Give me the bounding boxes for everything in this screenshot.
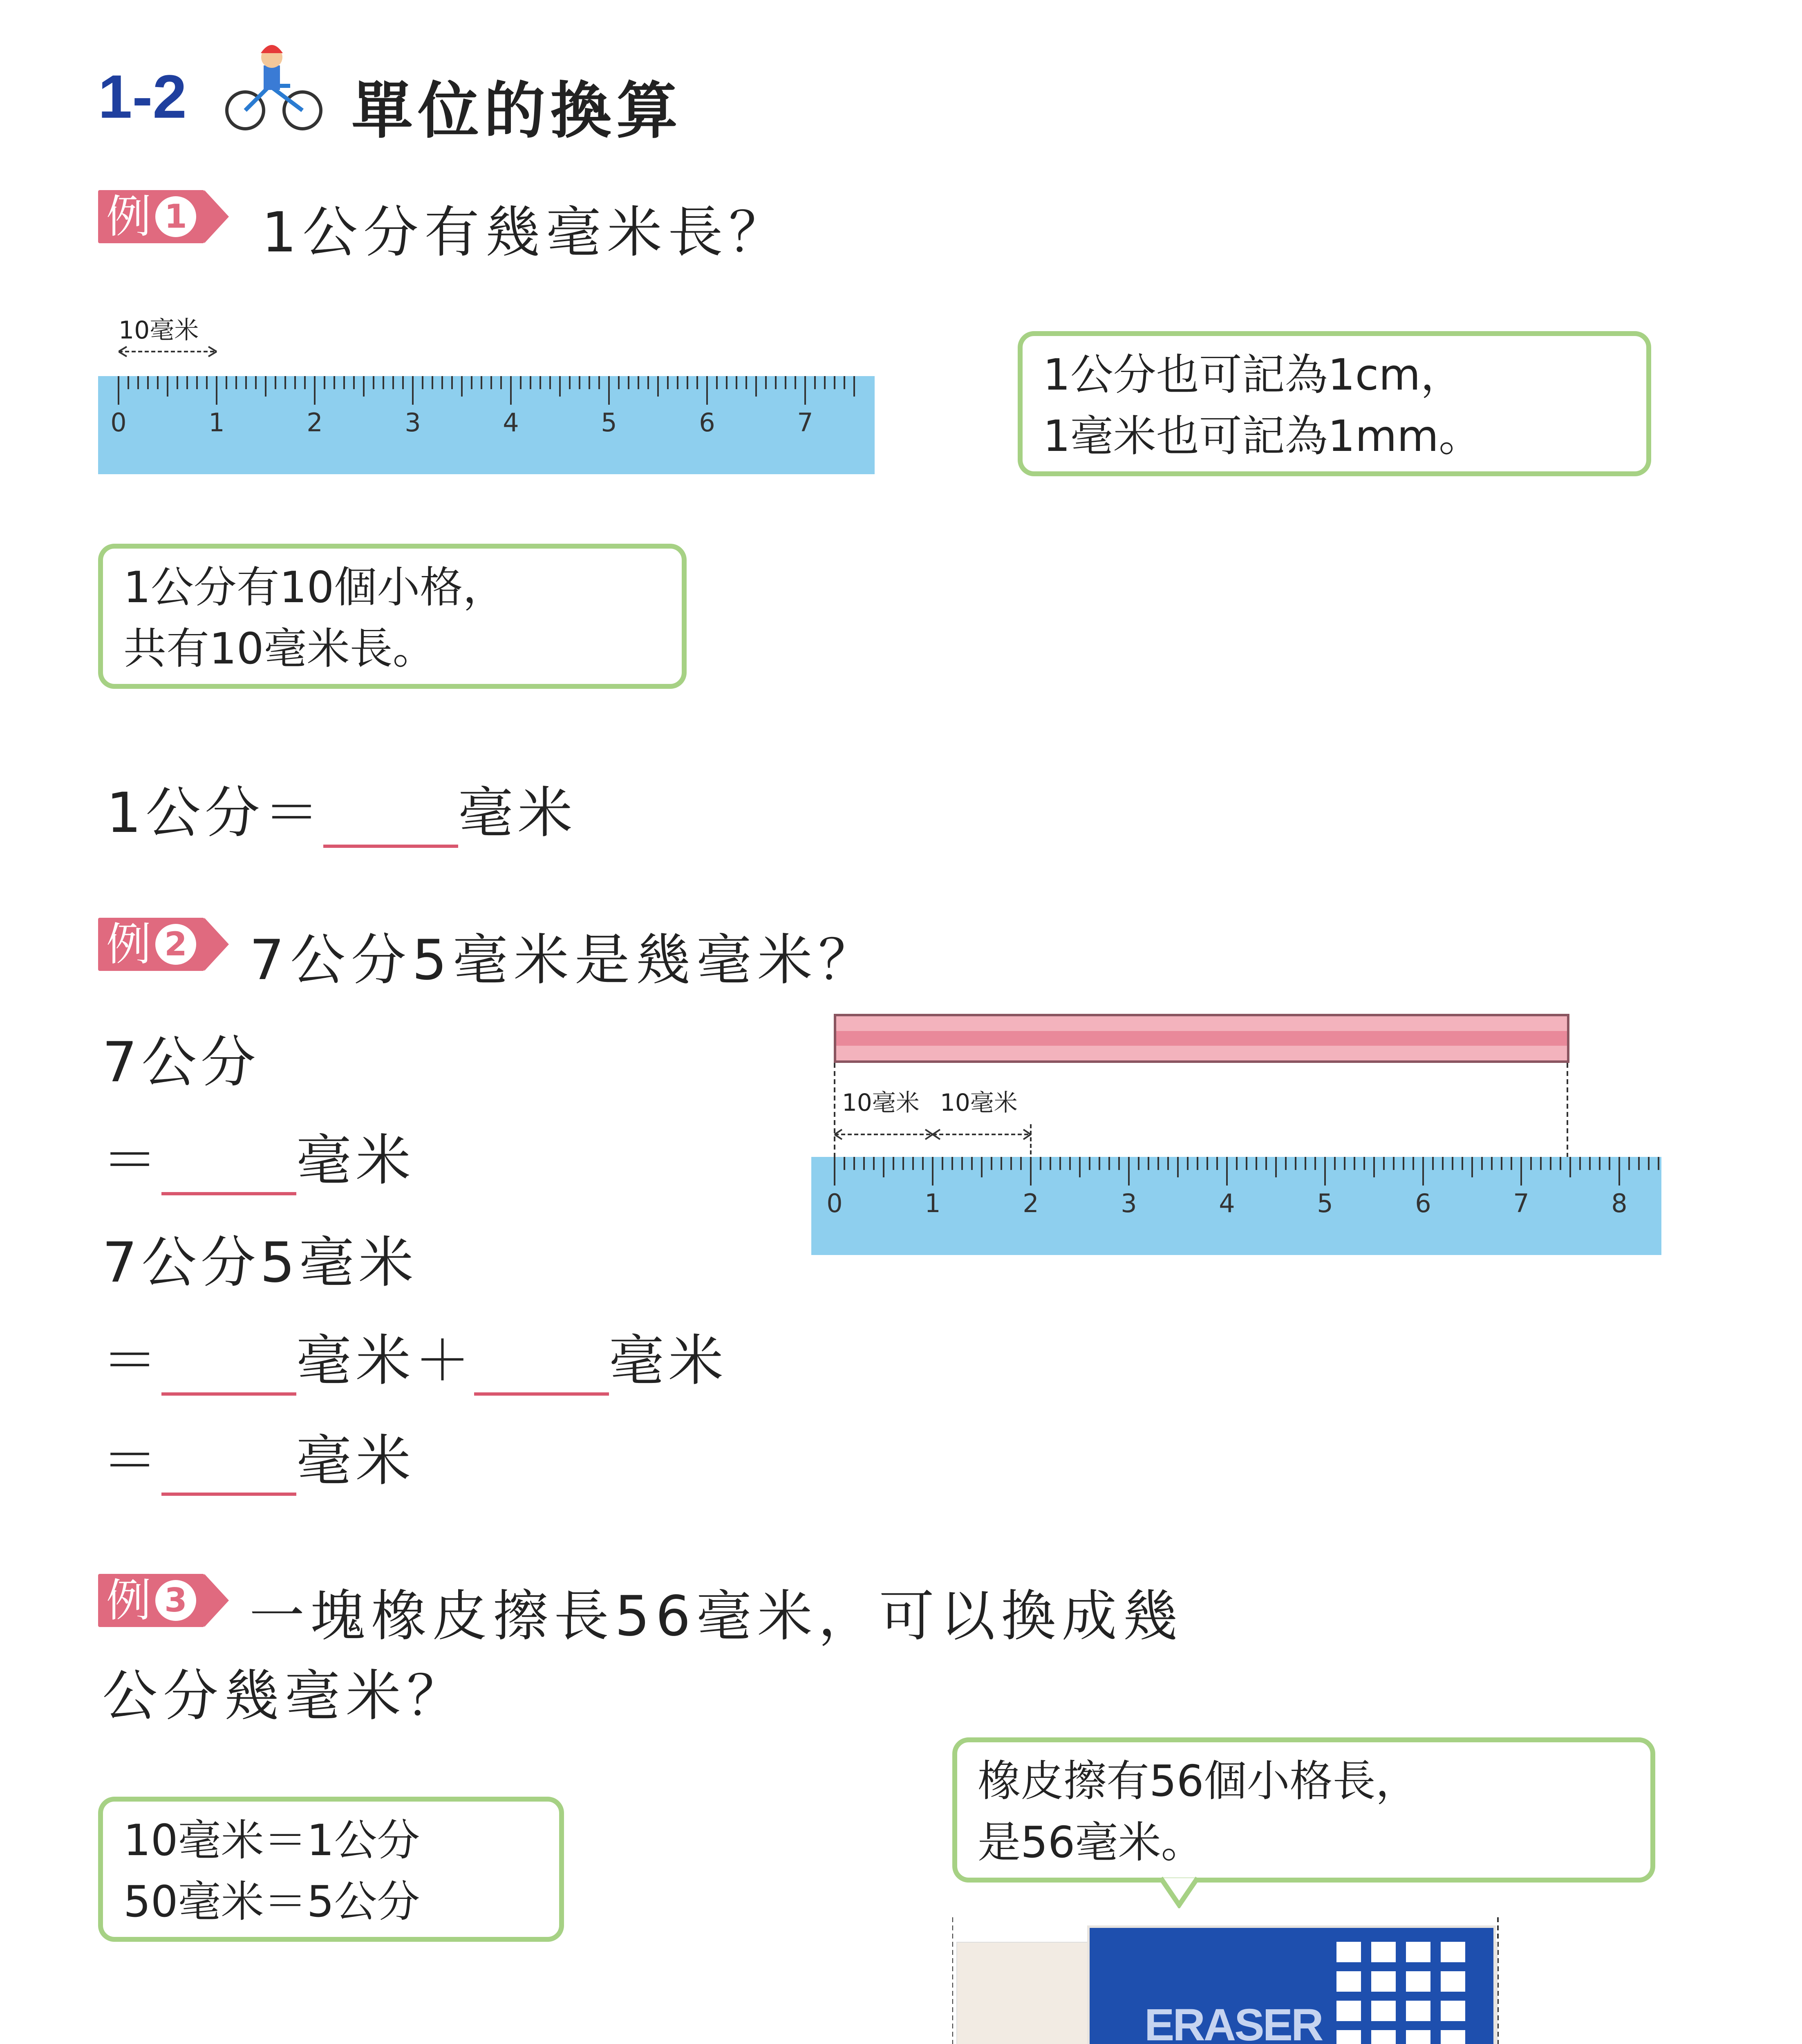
bubble-line: 1毫米也可記為1mm。 [1043, 411, 1482, 461]
equals-sign: ＝ [102, 1429, 161, 1493]
bubble-line: 10毫米＝1公分 [123, 1815, 420, 1865]
example-1-question: 1公分有幾毫米長？ [262, 200, 790, 264]
bubble-eraser [952, 1737, 1655, 1883]
answer-blank[interactable] [161, 1331, 296, 1396]
ruler-2 [811, 1157, 1661, 1255]
ruler-1-label: 10毫米 [119, 316, 199, 345]
answer-blank[interactable] [161, 1131, 296, 1195]
example-2-question: 7公分5毫米是幾毫米？ [249, 928, 879, 992]
ruler-tick-label: 4 [503, 408, 519, 437]
ruler-tick-label: 2 [1023, 1188, 1039, 1218]
ex2-line-1: 7公分 [102, 1030, 260, 1094]
ruler-2-label-b: 10毫米 [940, 1089, 1018, 1116]
unit-text: 毫米 [609, 1329, 728, 1393]
example-number: 1 [155, 196, 196, 237]
ruler-tick-label: 3 [1121, 1188, 1137, 1218]
ruler-tick-label: 3 [405, 408, 421, 437]
ex2-line-4 [102, 1316, 728, 1396]
example-3-tag [98, 1574, 229, 1627]
example-1-tag [98, 190, 229, 243]
example-number: 2 [155, 924, 196, 965]
bubble-line: 1公分有10個小格， [123, 563, 506, 612]
eraser-grid-pattern [1336, 1942, 1467, 2044]
example-tag-label: 例 [106, 1574, 151, 1627]
example-tag-label: 例 [106, 191, 151, 243]
ruler-tick-label: 6 [1415, 1188, 1431, 1218]
bubble-line: 是56毫米。 [978, 1818, 1204, 1867]
ruler-tick-label: 7 [797, 408, 813, 437]
pink-strip [834, 1014, 1569, 1063]
equation-left: 1公分＝ [106, 781, 323, 845]
example-2-tag [98, 918, 229, 971]
unit-text: 毫米＋ [296, 1329, 474, 1393]
ruler-tick-label: 0 [110, 408, 127, 437]
ruler-tick-label: 7 [1513, 1188, 1529, 1218]
ex2-line-2 [102, 1116, 415, 1195]
answer-blank[interactable] [323, 783, 458, 848]
section-number: 1-2 [98, 62, 187, 131]
ruler-1-arrow [119, 343, 225, 360]
bubble-line: 橡皮擦有56個小格長， [978, 1756, 1419, 1806]
ruler-2-label-a: 10毫米 [842, 1089, 920, 1116]
ruler-tick-label: 0 [826, 1188, 843, 1218]
ruler-tick-label: 5 [601, 408, 617, 437]
ruler-tick-label: 1 [208, 408, 225, 437]
boy-on-bicycle-icon [221, 29, 327, 135]
equals-sign: ＝ [102, 1128, 161, 1192]
example-3-question-line-2: 公分幾毫米？ [102, 1664, 468, 1728]
example-3-question-line-1: 一塊橡皮擦長56毫米，可以換成幾 [249, 1584, 1184, 1648]
ruler-tick-label: 5 [1317, 1188, 1333, 1218]
ruler-tick-label: 6 [699, 408, 715, 437]
ruler-tick-label: 1 [925, 1188, 941, 1218]
ex2-line-5 [102, 1416, 415, 1496]
answer-blank[interactable] [161, 1431, 296, 1496]
example-tag-label: 例 [106, 918, 151, 970]
bubble-line: 共有10毫米長。 [123, 624, 436, 674]
eraser-brand: ERASER [1144, 2000, 1322, 2044]
equation-unit: 毫米 [458, 781, 577, 845]
example-number: 3 [155, 1580, 196, 1621]
answer-blank[interactable] [474, 1331, 609, 1396]
unit-text: 毫米 [296, 1429, 415, 1493]
equals-sign: ＝ [102, 1329, 161, 1393]
bubble-hint-3 [98, 1797, 564, 1942]
bubble-line: 50毫米＝5公分 [123, 1877, 420, 1927]
section-title: 單位的換算 [351, 76, 683, 147]
ruler-1 [98, 376, 875, 474]
eraser-image [952, 1917, 1500, 2044]
ruler-tick-label: 8 [1611, 1188, 1627, 1218]
bubble-pointer [1161, 1876, 1198, 1908]
ruler-tick-label: 4 [1219, 1188, 1235, 1218]
bubble-hint-1 [98, 544, 687, 689]
bubble-line: 1公分也可記為1cm， [1043, 350, 1464, 400]
ruler-tick-label: 2 [307, 408, 323, 437]
ex2-line-3: 7公分5毫米 [102, 1230, 418, 1295]
example-1-equation [106, 769, 577, 848]
bubble-unit-note [1018, 331, 1651, 476]
unit-text: 毫米 [296, 1128, 415, 1192]
